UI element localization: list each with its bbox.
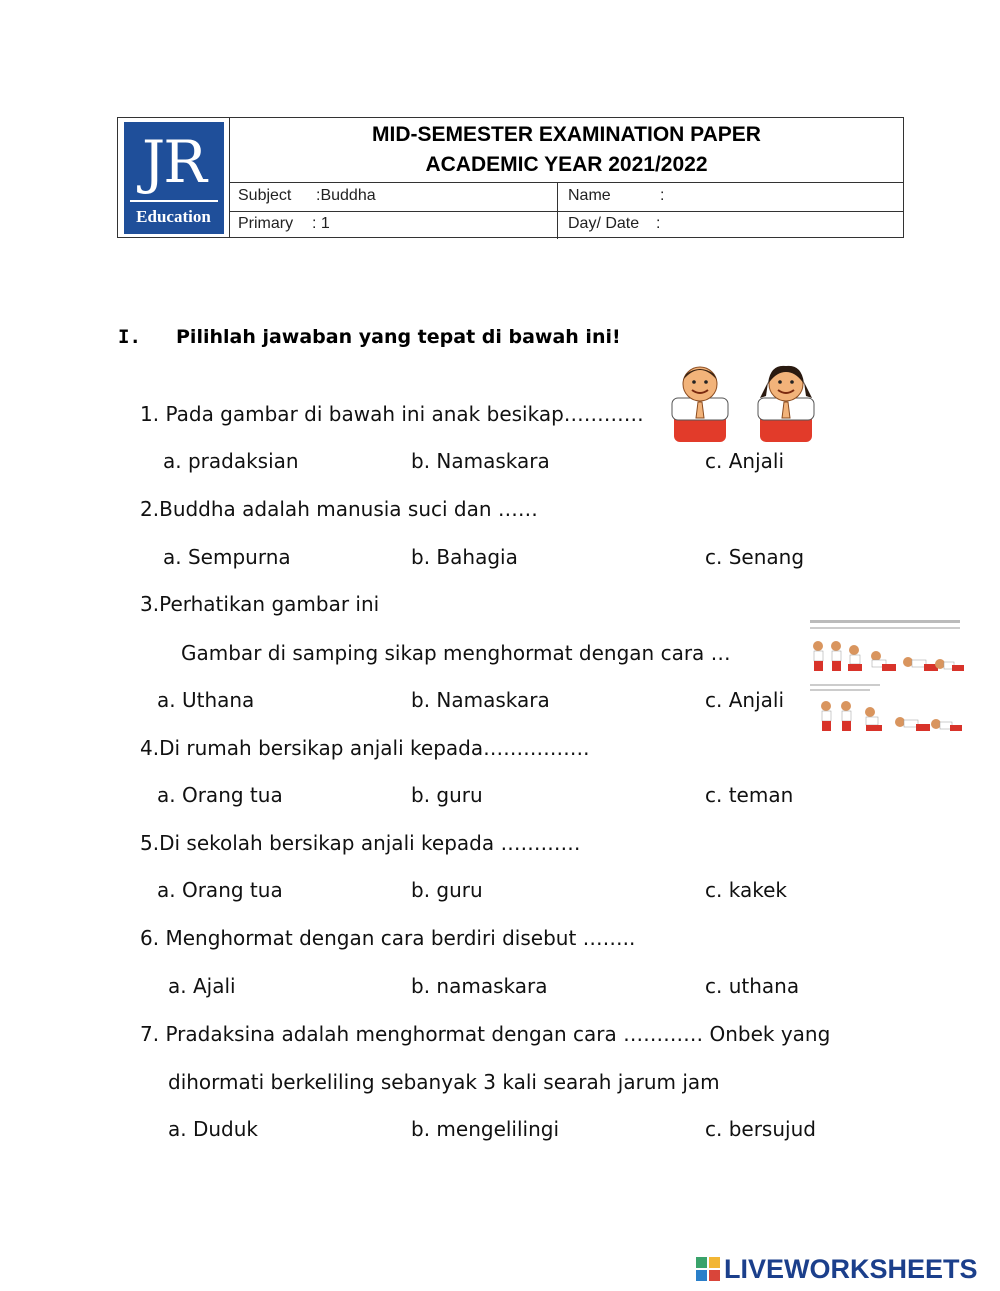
section-instruction: Pilihlah jawaban yang tepat di bawah ini! — [176, 326, 621, 348]
question-3: 3.Perhatikan gambar ini — [140, 592, 380, 616]
question-7-subtext: dihormati berkeliling sebanyak 3 kali searah jarum jam — [168, 1070, 720, 1094]
exam-title — [230, 118, 903, 183]
primary-value: : 1 — [312, 215, 330, 232]
q2-option-c[interactable]: c. Senang — [705, 545, 805, 569]
question-3-subtext: Gambar di samping sikap menghormat dengan cara … — [181, 641, 731, 665]
question-4: 4.Di rumah bersikap anjali kepada……………. — [140, 736, 590, 760]
q5-option-c[interactable]: c. kakek — [705, 878, 787, 902]
name-cell[interactable] — [558, 183, 903, 211]
title-line2: ACADEMIC YEAR 2021/2022 — [425, 153, 708, 176]
q6-option-a[interactable]: a. Ajali — [168, 974, 236, 998]
boy-figure — [672, 367, 728, 442]
section-heading — [118, 326, 621, 348]
primary-cell — [230, 211, 558, 239]
q1-option-c[interactable]: c. Anjali — [705, 449, 784, 473]
question-5: 5.Di sekolah bersikap anjali kepada ………… — [140, 831, 581, 855]
date-label: Day/ Date — [568, 215, 640, 232]
q7-option-c[interactable]: c. bersujud — [705, 1117, 816, 1141]
header-row-subject — [230, 183, 903, 212]
q6-option-c[interactable]: c. uthana — [705, 974, 800, 998]
bow-row-2 — [821, 701, 962, 731]
q4-option-c[interactable]: c. teman — [705, 783, 794, 807]
children-anjali-illustration — [664, 362, 826, 442]
q2-option-b[interactable]: b. Bahagia — [411, 545, 518, 569]
q3-option-b[interactable]: b. Namaskara — [411, 688, 550, 712]
question-1: 1. Pada gambar di bawah ini anak besikap………… — [140, 402, 644, 426]
date-cell[interactable] — [558, 211, 903, 239]
question-7: 7. Pradaksina adalah menghormat dengan cara ………… Onbek yang — [140, 1022, 831, 1046]
primary-label: Primary — [238, 215, 294, 232]
bow-row-1 — [813, 641, 964, 671]
liveworksheets-icon — [696, 1257, 720, 1281]
logo-cell — [118, 118, 230, 237]
brand-text: LIVEWORKSHEETS — [724, 1253, 978, 1284]
subject-label: Subject — [238, 187, 292, 204]
q1-option-a[interactable]: a. pradaksian — [163, 449, 299, 473]
q2-option-a[interactable]: a. Sempurna — [163, 545, 291, 569]
q5-option-a[interactable]: a. Orang tua — [157, 878, 283, 902]
liveworksheets-logo — [696, 1254, 978, 1284]
q3-option-c[interactable]: c. Anjali — [705, 688, 784, 712]
bowing-sequence-illustration — [810, 618, 966, 736]
q6-option-b[interactable]: b. namaskara — [411, 974, 548, 998]
title-line1: MID-SEMESTER EXAMINATION PAPER — [372, 123, 761, 146]
logo-text: JR — [142, 127, 205, 196]
exam-header — [117, 117, 904, 238]
date-value: : — [656, 215, 661, 232]
name-label: Name — [568, 187, 611, 204]
question-2: 2.Buddha adalah manusia suci dan …… — [140, 497, 538, 521]
q4-option-a[interactable]: a. Orang tua — [157, 783, 283, 807]
q1-option-b[interactable]: b. Namaskara — [411, 449, 550, 473]
header-row-primary — [230, 211, 903, 239]
jr-education-logo — [124, 122, 224, 234]
subject-value: :Buddha — [316, 187, 376, 204]
q3-option-a[interactable]: a. Uthana — [157, 688, 255, 712]
q5-option-b[interactable]: b. guru — [411, 878, 483, 902]
q7-option-b[interactable]: b. mengelilingi — [411, 1117, 560, 1141]
girl-figure — [758, 366, 814, 442]
name-value: : — [660, 187, 665, 204]
q4-option-b[interactable]: b. guru — [411, 783, 483, 807]
q7-option-a[interactable]: a. Duduk — [168, 1117, 258, 1141]
logo-subtext: Education — [136, 206, 211, 226]
subject-cell — [230, 183, 558, 211]
question-6: 6. Menghormat dengan cara berdiri disebut …….. — [140, 926, 636, 950]
section-number: I. — [118, 326, 141, 348]
